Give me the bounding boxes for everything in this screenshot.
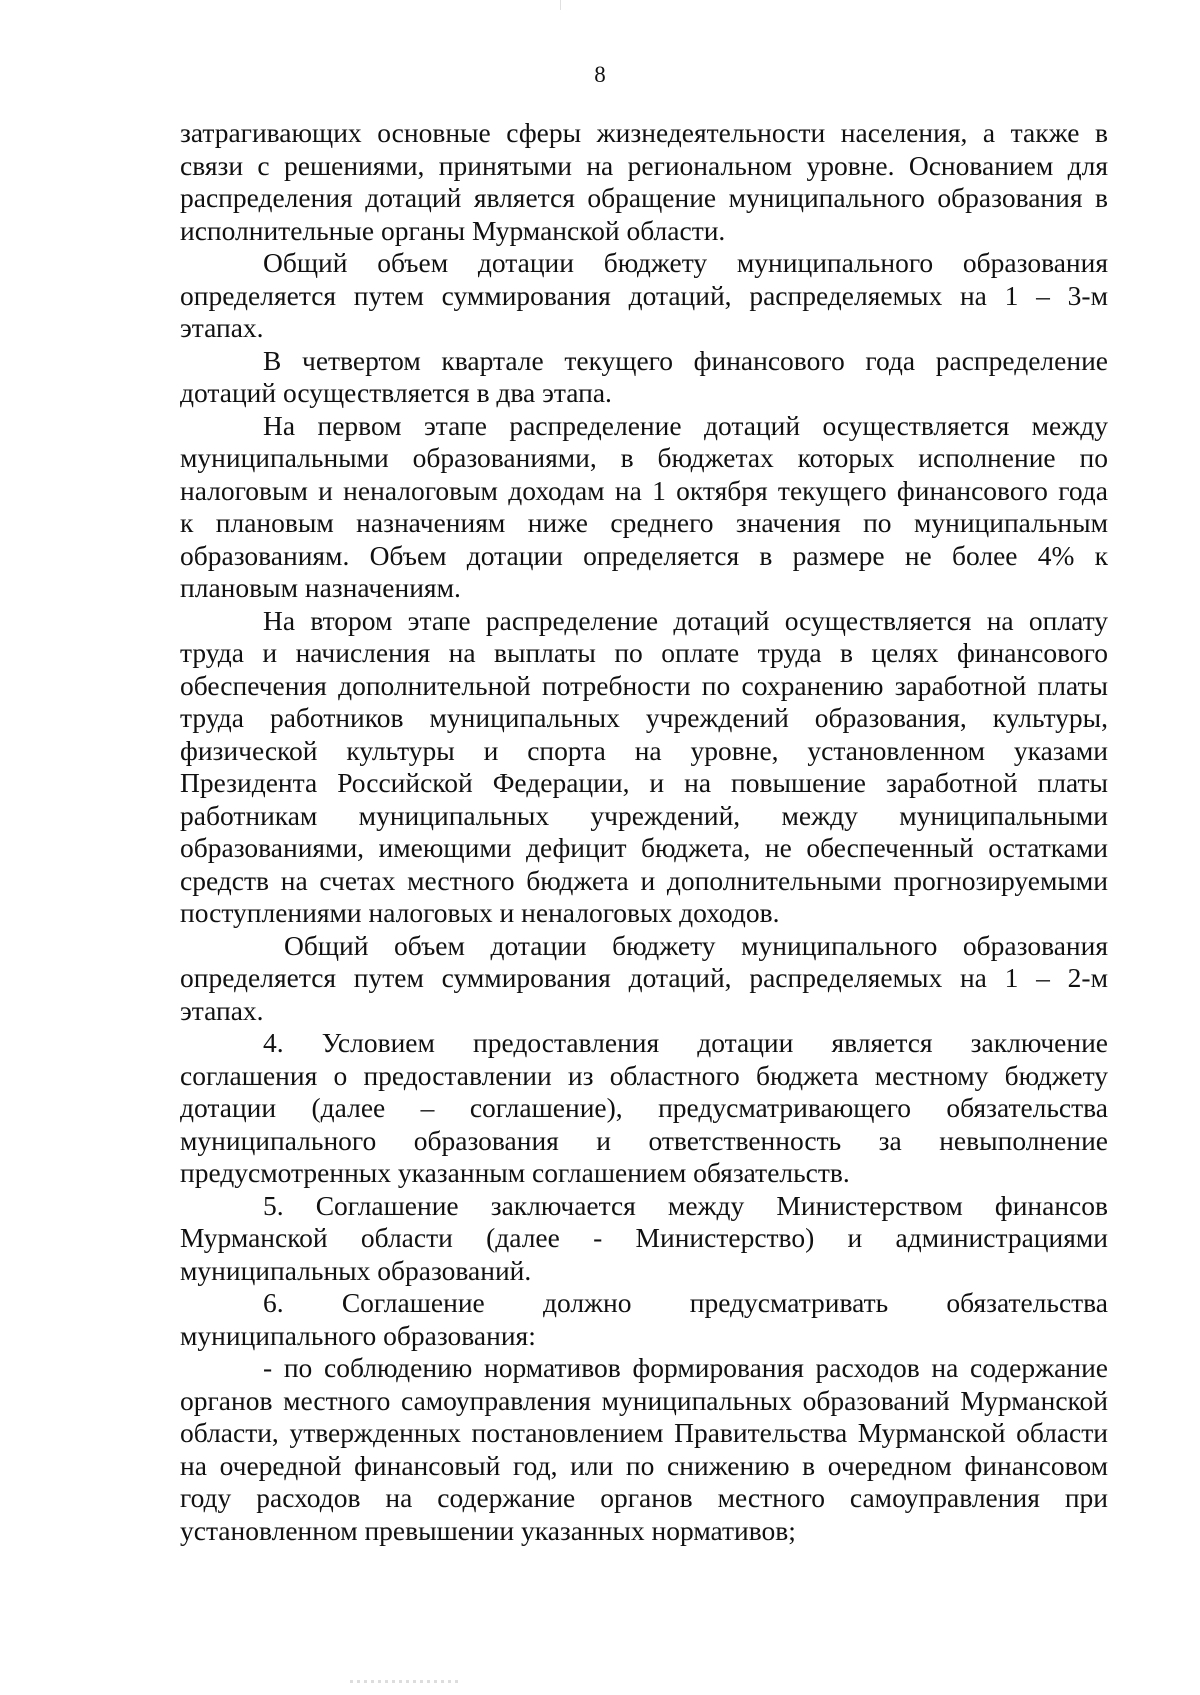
text-line: определяется путем суммирования дотаций, распределяемых на 1 – 3-м <box>180 279 1108 311</box>
text-line: 4. Условием предоставления дотации является заключение <box>263 1027 1108 1058</box>
text-line: на очередной финансовый год, или по снижению в очередном финансовом <box>180 1449 1108 1481</box>
text-line: плановым назначениям. <box>180 572 461 603</box>
text-line: поступлениями налоговых и неналоговых доходов. <box>180 897 780 928</box>
text-line: обеспечения дополнительной потребности по сохранению заработной платы <box>180 669 1108 701</box>
paragraph-obligation-norms <box>180 1352 1108 1547</box>
paragraph-continuation <box>180 117 1108 247</box>
text-line: соглашения о предоставлении из областного бюджета местному бюджету <box>180 1059 1108 1091</box>
text-line: средств на счетах местного бюджета и дополнительными прогнозируемыми <box>180 864 1108 896</box>
paragraph-item-6 <box>180 1287 1108 1352</box>
paragraph-fourth-quarter <box>180 345 1108 410</box>
text-line: определяется путем суммирования дотаций, распределяемых на 1 – 2-м <box>180 962 1108 993</box>
text-line: распределения дотаций является обращение муниципального образования в <box>180 182 1108 213</box>
text-line: к плановым назначениям ниже среднего значения по муниципальным <box>180 507 1108 538</box>
paragraph-total-volume-1-2 <box>180 930 1108 1028</box>
scan-artifact-bottom <box>350 1680 460 1683</box>
text-line: На первом этапе распределение дотаций осуществляется между <box>263 409 1108 441</box>
text-line: дотаций осуществляется в два этапа. <box>180 377 612 408</box>
text-line: предусмотренных указанным соглашением обязательств. <box>180 1157 850 1188</box>
text-line: муниципального образования и ответственность за невыполнение <box>180 1124 1108 1156</box>
text-line: 6. Соглашение должно предусматривать обязательства <box>263 1287 1108 1318</box>
text-line: Общий объем дотации бюджету муниципального образования <box>284 929 1108 961</box>
text-line: установленном превышении указанных нормативов; <box>180 1514 796 1546</box>
paragraph-item-4 <box>180 1027 1108 1190</box>
text-line: году расходов на содержание органов местного самоуправления при <box>180 1482 1108 1513</box>
text-line: органов местного самоуправления муниципальных образований Мурманской <box>180 1384 1108 1416</box>
paragraph-first-stage <box>180 410 1108 605</box>
text-line: муниципального образования: <box>180 1319 536 1351</box>
text-line: На втором этапе распределение дотаций осуществляется на оплату <box>263 604 1108 636</box>
text-line: затрагивающих основные сферы жизнедеятельности населения, а также в <box>180 117 1108 148</box>
text-line: муниципальными образованиями, в бюджетах которых исполнение по <box>180 442 1108 473</box>
text-line: этапах. <box>180 312 264 343</box>
text-line: труда работников муниципальных учреждений образования, культуры, <box>180 702 1108 733</box>
text-line: налоговым и неналоговым доходам на 1 октября текущего финансового года <box>180 474 1108 506</box>
text-line: этапах. <box>180 994 264 1026</box>
text-line: исполнительные органы Мурманской области. <box>180 214 726 246</box>
text-line: В четвертом квартале текущего финансового года распределение <box>263 344 1108 376</box>
document-body <box>180 117 1108 1547</box>
page-number: 8 <box>594 62 606 87</box>
text-line: образованиям. Объем дотации определяется в размере не более 4% к <box>180 539 1108 571</box>
text-line: области, утвержденных постановлением Правительства Мурманской области <box>180 1417 1108 1448</box>
scan-artifact-top <box>560 0 561 10</box>
text-line: муниципальных образований. <box>180 1254 532 1286</box>
text-line: связи с решениями, принятыми на региональном уровне. Основанием для <box>180 149 1108 181</box>
paragraph-second-stage <box>180 605 1108 930</box>
text-line: 5. Соглашение заключается между Министерством финансов <box>263 1189 1108 1221</box>
text-line: Общий объем дотации бюджету муниципального образования <box>263 247 1108 278</box>
text-line: труда и начисления на выплаты по оплате труда в целях финансового <box>180 637 1108 668</box>
text-line: работникам муниципальных учреждений, между муниципальными <box>180 799 1108 831</box>
paragraph-total-volume-1-3 <box>180 247 1108 345</box>
paragraph-item-5 <box>180 1190 1108 1288</box>
text-line: - по соблюдению нормативов формирования расходов на содержание <box>263 1352 1108 1383</box>
text-line: физической культуры и спорта на уровне, установленном указами <box>180 734 1108 766</box>
text-line: образованиями, имеющими дефицит бюджета, не обеспеченный остатками <box>180 832 1108 863</box>
text-line: Президента Российской Федерации, и на повышение заработной платы <box>180 767 1108 798</box>
text-line: дотации (далее – соглашение), предусматривающего обязательства <box>180 1092 1108 1123</box>
text-line: Мурманской области (далее - Министерство) и администрациями <box>180 1222 1108 1253</box>
